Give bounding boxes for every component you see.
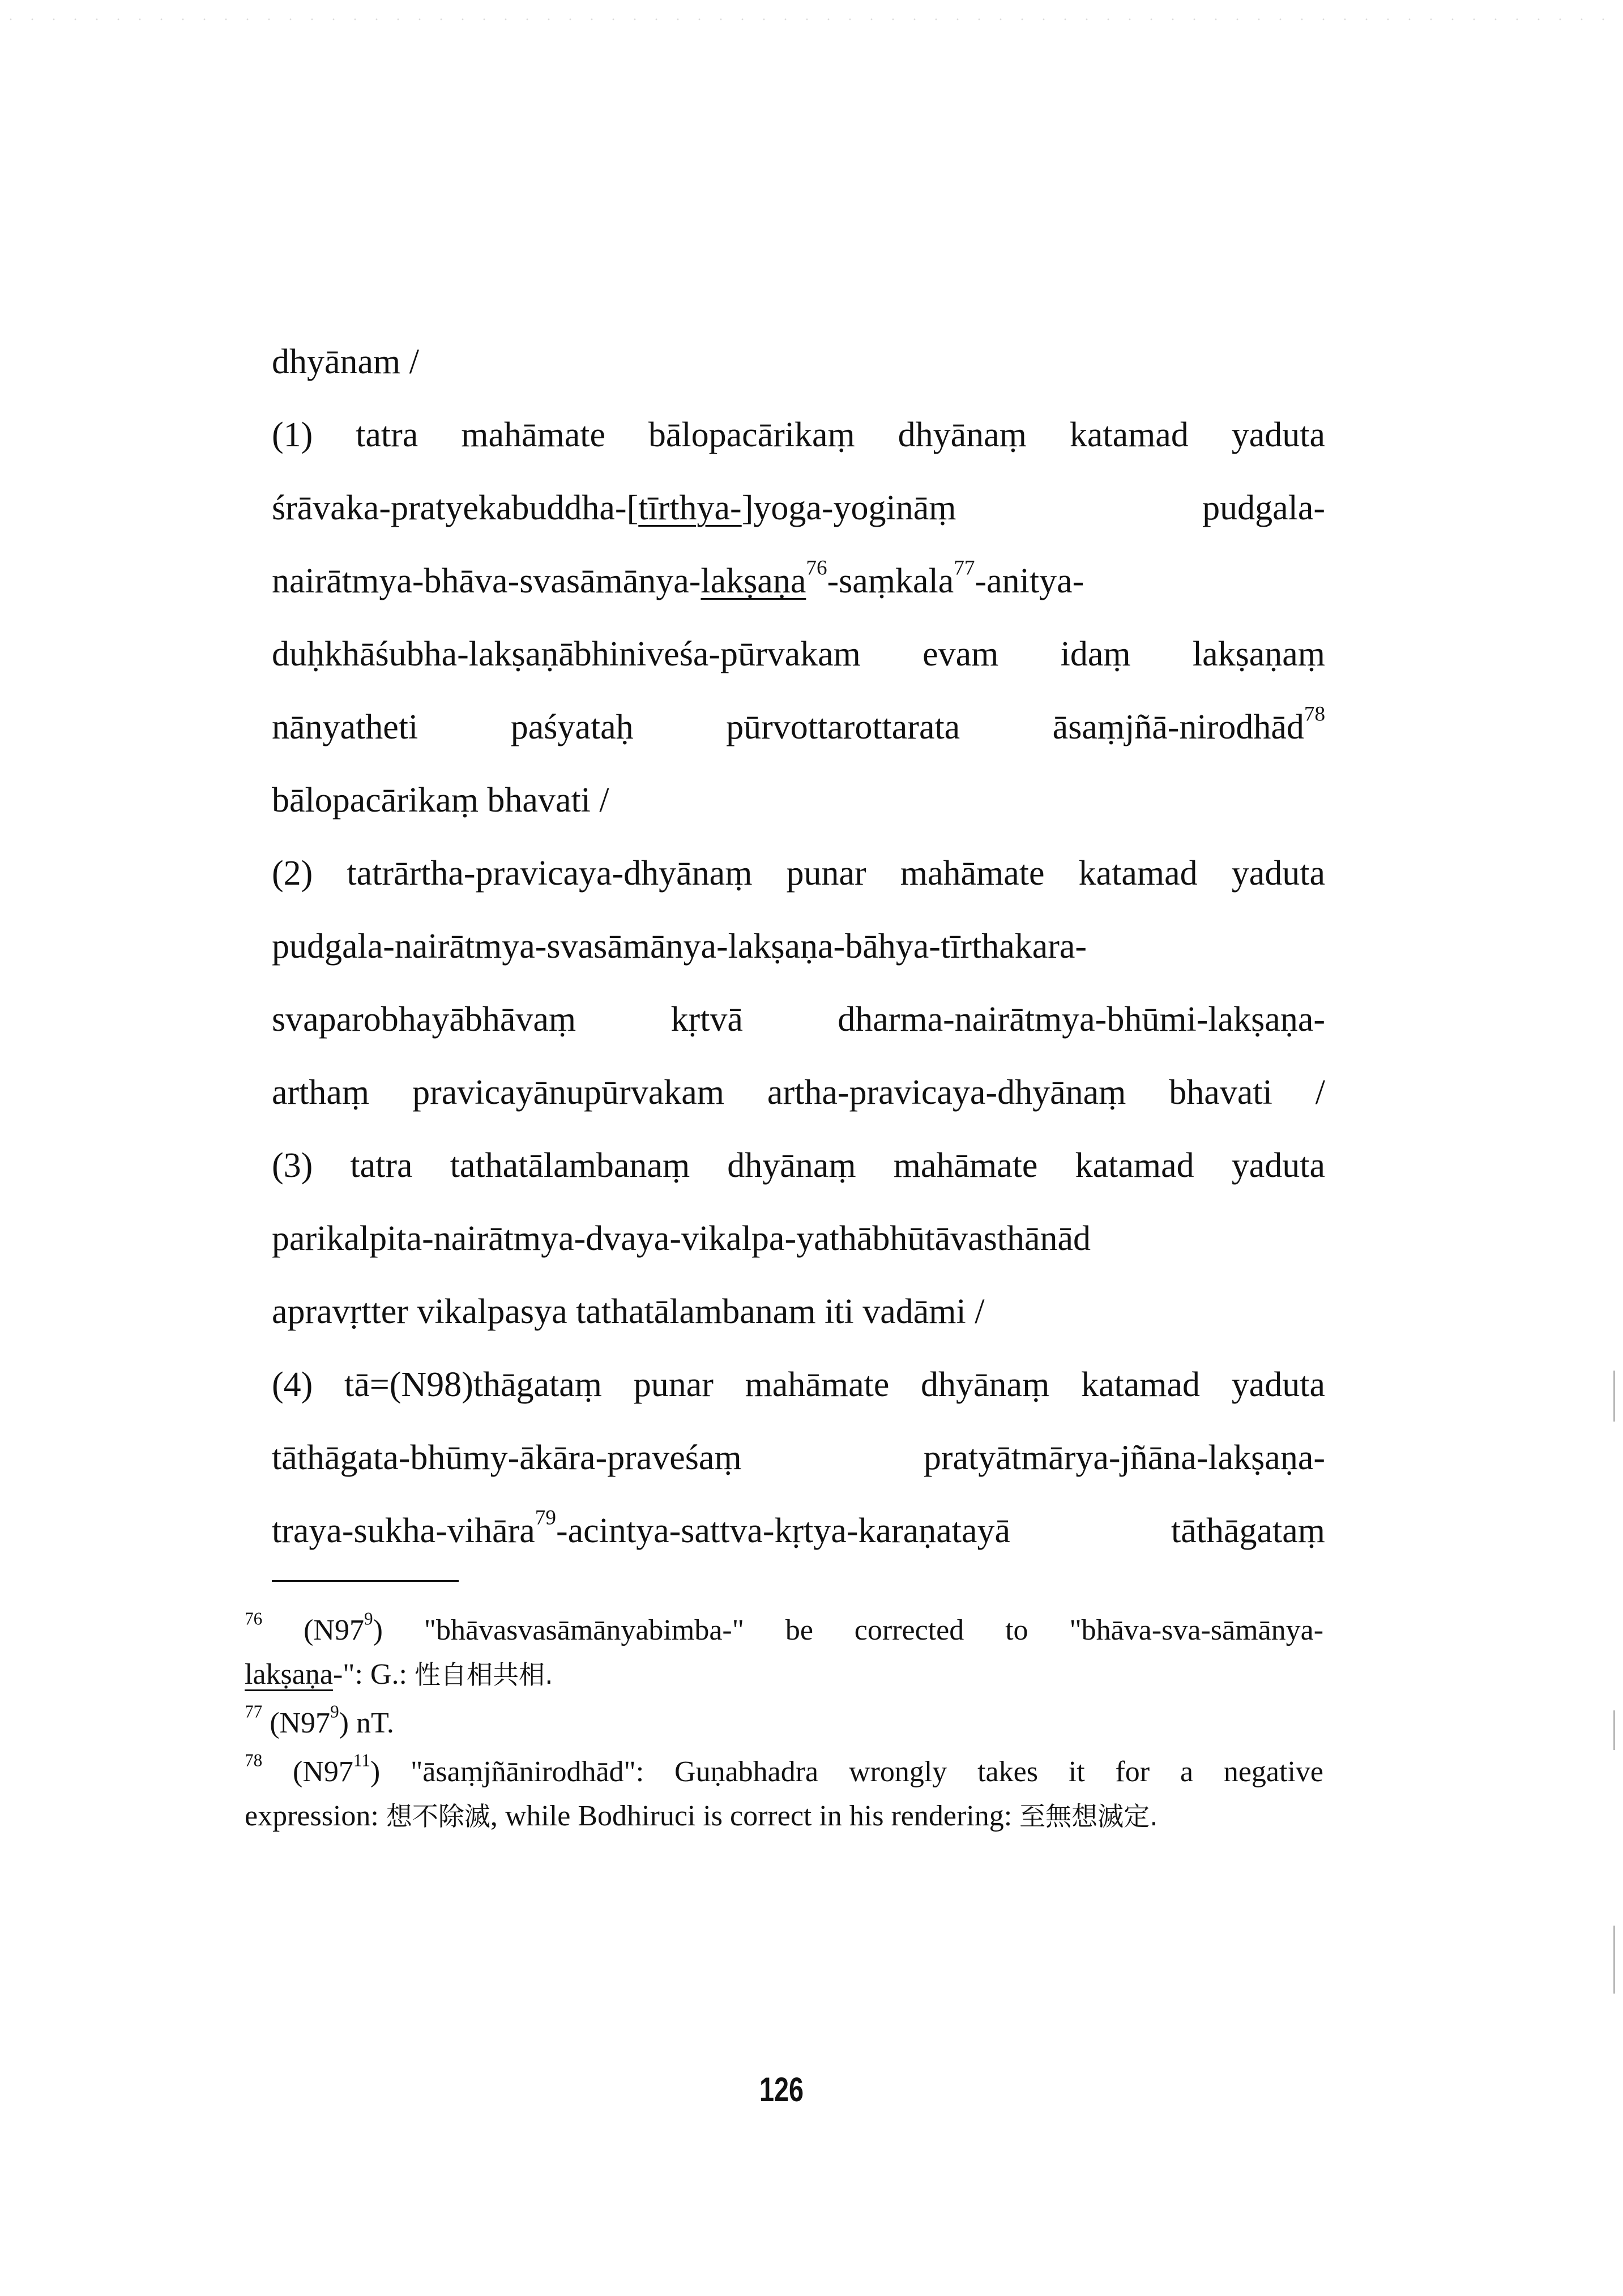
scan-edge-mark: [1613, 1371, 1615, 1422]
text-line: apravṛtter vikalpasya tathatālambanam iti vadāmi /: [272, 1292, 985, 1331]
footnote-ref: 78: [1304, 702, 1325, 726]
footnote-number: 77: [245, 1701, 263, 1722]
cjk-text: 想不除滅: [386, 1801, 490, 1832]
footnote-number: 78: [245, 1750, 263, 1770]
footnote-line: expression: 想不除滅, while Bodhiruci is correct in his rendering: 至無想滅定.: [245, 1800, 1158, 1832]
footnote-ref: 77: [954, 556, 975, 580]
text-line: tāthāgata-bhūmy-ākāra-praveśaṃ pratyātmārya-jñāna-lakṣaṇa-: [272, 1439, 1325, 1477]
scan-edge-mark: [1613, 1710, 1615, 1750]
scan-artifact-dots: [0, 17, 1623, 22]
text-span: pudgala-: [1202, 489, 1325, 527]
cjk-text: 性自相共相.: [414, 1659, 553, 1690]
underlined-term: tīrthya-: [638, 489, 742, 527]
footnote-76: [245, 1608, 1323, 1697]
footnote-separator: [272, 1580, 459, 1582]
text-line: svaparobhayābhāvaṃ kṛtvā dharma-nairātmya-bhūmi-lakṣaṇa-: [272, 1000, 1325, 1039]
text-line: (4) tā=(N98)thāgataṃ punar mahāmate dhyānaṃ katamad yaduta: [272, 1365, 1325, 1404]
text-line: (3) tatra tathatālambanaṃ dhyānaṃ mahāmate katamad yaduta: [272, 1146, 1325, 1185]
text-line: (2) tatrārtha-pravicaya-dhyānaṃ punar mahāmate katamad yaduta: [272, 854, 1325, 893]
footnote-line: $^{76}$ $(N97^9)$ "bhāvasvasāmānyabimba-" be corrected to "bhāva-sva-sāmānya-: [245, 1608, 1324, 1646]
text-line: duḥkhāśubha-lakṣaṇābhiniveśa-pūrvakam evam idaṃ lakṣaṇaṃ: [272, 635, 1325, 673]
footnotes: [245, 1608, 1323, 1843]
footnote-77: [245, 1701, 1323, 1746]
footnote-line: $^{77}$ $(N97^9)$ nT.: [245, 1701, 394, 1739]
footnote-ref: 79: [535, 1506, 556, 1530]
footnote-78: [245, 1750, 1323, 1838]
text-line: traya-sukha-vihāra$^{79}$-acintya-sattva-kṛtya-karaṇatayā tāthāgataṃ: [272, 1506, 1325, 1550]
text-line: parikalpita-nairātmya-dvaya-vikalpa-yathābhūtāvasthānād: [272, 1219, 1091, 1258]
text-line: pudgala-nairātmya-svasāmānya-lakṣaṇa-bāhya-tīrthakara-: [272, 927, 1087, 966]
text-line: bālopacārikaṃ bhavati /: [272, 781, 609, 820]
footnote-number: 76: [245, 1608, 263, 1629]
main-text: [272, 326, 1325, 1568]
text-span: śrāvaka-pratyekabuddha-[tīrthya-]yoga-yogināṃ: [272, 489, 956, 527]
text-line: nānyatheti paśyataḥ pūrvottarottarata āsaṃjñā-nirodhād$^{78}$: [272, 702, 1325, 746]
underlined-term: lakṣaṇa: [701, 562, 806, 600]
page-number: 126: [759, 2071, 804, 2109]
footnote-line: $^{78}$ $(N97^{11})$ "āsaṃjñānirodhād": Guṇabhadra wrongly takes it for a negative: [245, 1750, 1323, 1788]
text-line: (1) tatra mahāmate bālopacārikaṃ dhyānaṃ katamad yaduta: [272, 416, 1325, 454]
underlined-term: lakṣaṇa: [245, 1658, 333, 1691]
footnote-ref: 76: [806, 556, 827, 580]
scan-edge-mark: [1613, 1926, 1615, 1994]
text-line: dhyānam /: [272, 343, 419, 381]
text-line: [272, 472, 1325, 545]
footnote-line: lakṣaṇa-": G.: 性自相共相.: [245, 1658, 553, 1691]
cjk-text: 至無想滅定.: [1019, 1801, 1158, 1832]
text-line: nairātmya-bhāva-svasāmānya-lakṣaṇa$^{76}$-saṃkala$^{77}$-anitya-: [272, 556, 1084, 600]
text-line: arthaṃ pravicayānupūrvakam artha-pravicaya-dhyānaṃ bhavati /: [272, 1073, 1325, 1112]
